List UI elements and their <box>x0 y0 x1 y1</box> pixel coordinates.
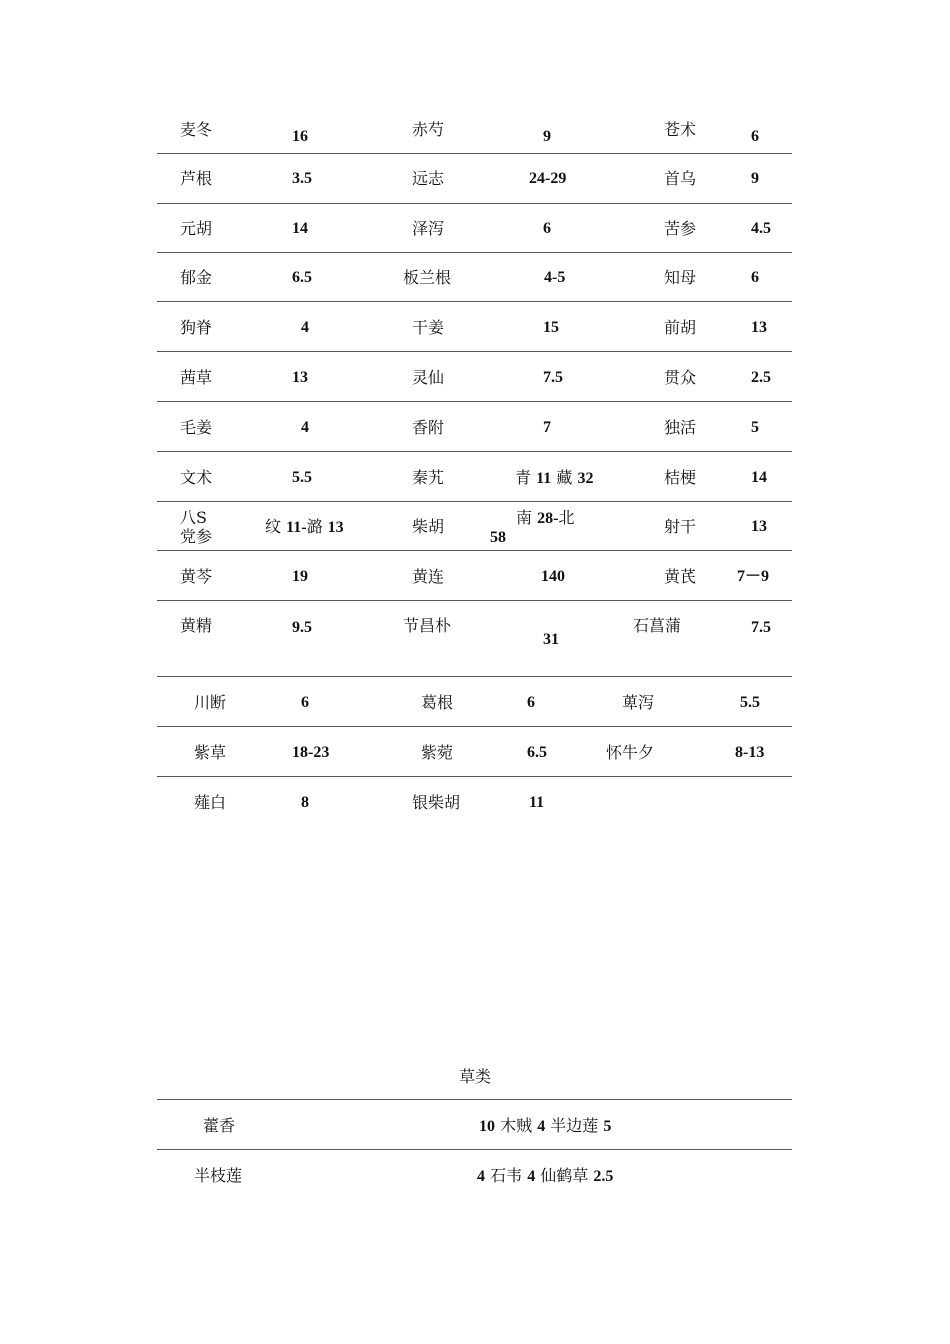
herb-name: 板兰根 <box>403 268 452 287</box>
herb-price: 3.5 <box>292 170 312 187</box>
herb-price: 31 <box>543 631 559 648</box>
grade-price: 28- <box>537 510 559 527</box>
herb-name: 党参 <box>180 527 213 546</box>
herb-name: 银柴胡 <box>412 793 461 812</box>
herb-price: 8-13 <box>735 744 765 761</box>
herb-name: 香附 <box>412 418 445 437</box>
herb-price-grades <box>265 518 344 537</box>
herb-price: 4 <box>301 319 309 336</box>
table-rule <box>157 301 792 302</box>
herb-price: 15 <box>543 319 559 336</box>
herb-price: 5 <box>751 419 759 436</box>
table-rule <box>157 726 792 727</box>
herb-price: 6 <box>751 128 759 145</box>
herb-price: 4 <box>527 1168 536 1185</box>
herb-name: 石韦 <box>490 1166 523 1185</box>
herb-name: 狗脊 <box>180 318 213 337</box>
table-rule <box>157 153 792 154</box>
herb-price: 2.5 <box>751 369 771 386</box>
herb-price: 13 <box>751 319 767 336</box>
table-rule <box>157 252 792 253</box>
herb-price: 9 <box>751 170 759 187</box>
herb-price: 7－9 <box>737 568 770 585</box>
herb-price: 140 <box>541 568 565 585</box>
herb-price: 8 <box>301 794 309 811</box>
herb-price: 16 <box>292 128 308 145</box>
table-rule <box>157 1149 792 1150</box>
table-rule <box>157 351 792 352</box>
herb-name: 远志 <box>412 169 445 188</box>
herb-name: 苍术 <box>664 120 697 139</box>
grade-label: 南 <box>516 508 533 527</box>
herb-name: 仙鹤草 <box>540 1166 589 1185</box>
herb-price: 9.5 <box>292 619 312 636</box>
herb-price: 6.5 <box>292 269 312 286</box>
section-title: 草类 <box>459 1067 492 1086</box>
herb-name: 独活 <box>664 418 697 437</box>
herb-price: 7.5 <box>751 619 771 636</box>
herb-price-list <box>477 1167 613 1186</box>
herb-name: 文术 <box>180 468 213 487</box>
grade-label: 藏 <box>556 468 573 487</box>
herb-price: 19 <box>292 568 308 585</box>
herb-price: 2.5 <box>593 1168 614 1185</box>
herb-name: 泽泻 <box>412 219 445 238</box>
table-rule <box>157 676 792 677</box>
herb-price: 5 <box>603 1118 612 1135</box>
grade-price: 58 <box>490 529 506 546</box>
herb-name: 木贼 <box>500 1116 533 1135</box>
herb-price: 9 <box>543 128 551 145</box>
herb-name-note: 八S <box>180 508 207 527</box>
herb-name: 芦根 <box>180 169 213 188</box>
herb-price: 5.5 <box>740 694 760 711</box>
herb-name: 秦艽 <box>412 468 445 487</box>
herb-name: 紫菀 <box>421 743 454 762</box>
herb-name: 紫草 <box>194 743 227 762</box>
grade-label: 北 <box>558 508 575 527</box>
herb-price: 4 <box>537 1118 546 1135</box>
herb-name: 麦冬 <box>180 120 213 139</box>
herb-name: 半边莲 <box>550 1116 599 1135</box>
herb-name: 元胡 <box>180 219 213 238</box>
table-rule <box>157 401 792 402</box>
herb-name: 黄芪 <box>664 567 697 586</box>
herb-name: 首乌 <box>664 169 697 188</box>
herb-name: 石菖蒲 <box>633 616 682 635</box>
herb-name: 半枝莲 <box>194 1166 243 1185</box>
herb-price: 10 <box>479 1118 495 1135</box>
grade-label: 青 <box>515 468 532 487</box>
herb-name: 前胡 <box>664 318 697 337</box>
herb-name: 苦参 <box>664 219 697 238</box>
table-rule <box>157 550 792 551</box>
grade-price: 32 <box>577 470 594 487</box>
herb-name: 贯众 <box>664 368 697 387</box>
herb-price: 7.5 <box>543 369 563 386</box>
table-rule <box>157 776 792 777</box>
herb-name: 川断 <box>194 693 227 712</box>
herb-price: 4.5 <box>751 220 771 237</box>
herb-price: 6 <box>543 220 551 237</box>
herb-price: 18-23 <box>292 744 330 761</box>
herb-name: 黄连 <box>412 567 445 586</box>
herb-name: 薤白 <box>194 793 227 812</box>
herb-price: 4 <box>301 419 309 436</box>
herb-name: 节昌朴 <box>403 616 452 635</box>
herb-price-grades <box>516 509 574 528</box>
herb-name: 毛姜 <box>180 418 213 437</box>
herb-price: 6 <box>527 694 535 711</box>
herb-name: 柴胡 <box>412 517 445 536</box>
herb-name: 射干 <box>664 517 697 536</box>
herb-price-grades <box>515 469 593 488</box>
herb-price-list <box>479 1117 611 1136</box>
herb-price: 6.5 <box>527 744 547 761</box>
table-rule <box>157 501 792 502</box>
herb-name: 葛根 <box>421 693 454 712</box>
table-rule <box>157 600 792 601</box>
herb-name: 茜草 <box>180 368 213 387</box>
herb-price: 13 <box>292 369 308 386</box>
herb-price: 6 <box>751 269 759 286</box>
grade-label: 纹 <box>265 517 282 536</box>
herb-name: 干姜 <box>412 318 445 337</box>
herb-name: 怀牛夕 <box>606 743 655 762</box>
grade-price: 11- <box>286 519 307 536</box>
herb-name: 郁金 <box>180 268 213 287</box>
herb-name: 黄芩 <box>180 567 213 586</box>
herb-price: 6 <box>301 694 309 711</box>
herb-price: 4-5 <box>544 269 566 286</box>
herb-name: 灵仙 <box>412 368 445 387</box>
herb-name: 桔梗 <box>664 468 697 487</box>
herb-price: 14 <box>751 469 767 486</box>
grade-price: 13 <box>327 519 344 536</box>
herb-name: 赤芍 <box>412 120 445 139</box>
table-rule <box>157 1099 792 1100</box>
herb-price: 11 <box>529 794 545 811</box>
table-rule <box>157 451 792 452</box>
grade-label: 潞 <box>306 517 323 536</box>
herb-name: 黄精 <box>180 616 213 635</box>
grade-price: 11 <box>536 470 552 487</box>
herb-price: 14 <box>292 220 308 237</box>
herb-price: 4 <box>477 1168 485 1185</box>
herb-price: 24-29 <box>529 170 567 187</box>
herb-name: 萆泻 <box>622 693 655 712</box>
herb-price: 5.5 <box>292 469 312 486</box>
herb-price: 13 <box>751 518 767 535</box>
herb-name: 知母 <box>664 268 697 287</box>
table-rule <box>157 203 792 204</box>
herb-name: 藿香 <box>203 1116 236 1135</box>
herb-price: 7 <box>543 419 551 436</box>
